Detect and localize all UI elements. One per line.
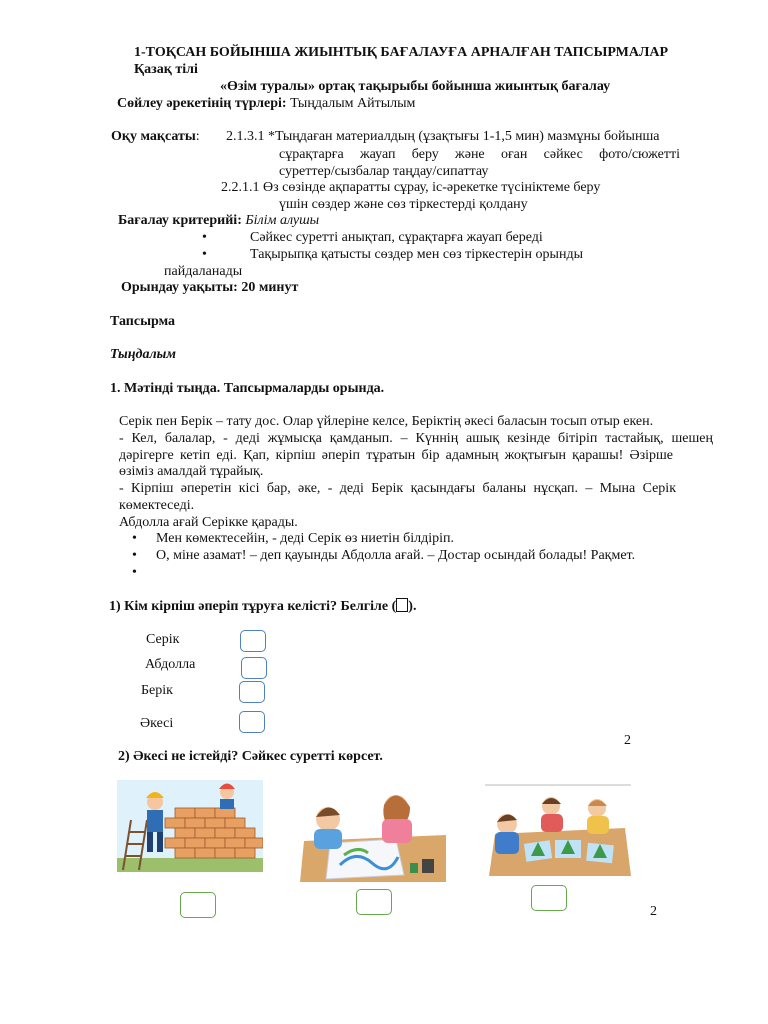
speech-types-label: Сөйлеу әрекетінің түрлері: [117,96,287,111]
story-paragraph-2-line-3: өзіміз амалдай тұрайық. [119,464,264,479]
criteria-bullet-2: • [202,247,207,262]
story-paragraph-4: Абдолла ағай Серікке қарады. [119,515,298,530]
objective-label: Оқу мақсаты [111,129,196,144]
task-heading: Тапсырма [110,314,176,329]
option-label-berik: Берік [141,683,173,698]
story-bullet-2: • [132,548,137,563]
story-bullet-3: • [132,565,137,580]
painting-children-illustration [300,779,446,882]
question-1-score: 2 [624,733,631,748]
story-bullet-item-2: О, міне азамат! – деп қауынды Абдолла ағай. – Достар осындай болады! Рақмет. [156,548,636,563]
objective-1-line-2: сұрақтарға жауап беру және оған сәйкес фото/сюжетті [279,147,680,162]
criteria-item-2-line-2: пайдаланады [164,264,243,279]
crafting-children-picture[interactable] [485,784,631,876]
topic-heading: «Өзім туралы» ортақ тақырыбы бойынша жиынтық бағалау [220,79,611,94]
painting-children-picture[interactable] [300,779,446,882]
story-paragraph-1: Серік пен Берік – тату дос. Олар үйлеріне келсе, Беріктің әкесі баласын тосып отыр екен. [119,414,654,429]
question-2-text: 2) Әкесі не істейді? Сәйкес суретті көрсет. [118,749,383,764]
task-instruction: 1. Мәтінді тыңда. Тапсырмаларды орында. [110,381,385,396]
objective-label-line [111,128,200,145]
criteria-item-1: Сәйкес суретті анықтап, сұрақтарға жауап береді [250,230,543,245]
question-1-close: ). [408,599,417,614]
story-bullet-item-1: Мен көмектесейін, - деді Серік өз ниетін білдіріп. [156,531,454,546]
answer-box-picture-2[interactable] [356,889,392,915]
question-1-text: 1) Кім кірпіш әперіп тұруға келісті? Белгіле ( [109,599,397,614]
objective-colon: : [195,129,200,144]
bricklayers-picture[interactable] [117,780,263,872]
option-label-serik: Серік [146,632,180,647]
subject-label: Қазақ тілі [134,62,198,77]
checkbox-serik[interactable] [240,630,266,652]
criteria-value: Білім алушы [241,213,320,228]
option-label-akesi: Әкесі [140,716,174,731]
story-paragraph-2-line-2: дәрігерге кетіп еді. Қап, кірпіш әперіп тұратын бір адамның жоқтығын қарашы! Әзірше [119,448,673,463]
story-paragraph-2-line-1: - Кел, балалар, - деді жұмысқа қамданып. – Күннің ашық кезінде бітіріп тастайық, шешең [119,431,713,446]
speech-types-value: Тыңдалым Айтылым [286,96,416,111]
checkbox-berik[interactable] [239,681,265,703]
checkbox-symbol-icon [396,598,408,612]
time-line [121,279,298,296]
story-paragraph-3-line-1: - Кірпіш әперетін кісі бар, әке, - деді Берік қасындағы баланы нұсқап. – Мына Серік [119,481,676,496]
checkbox-abdolla[interactable] [241,657,267,679]
bricklayers-illustration [117,780,263,872]
answer-box-picture-1[interactable] [180,892,216,918]
speech-types-line [117,95,415,112]
question-1-line [109,598,416,615]
story-bullet-1: • [132,531,137,546]
objective-2-line-1: 2.2.1.1 Өз сөзінде ақпаратты сұрау, іс-әрекетке түсініктеме беру [221,180,601,195]
question-2-score: 2 [650,904,657,919]
listening-heading: Тыңдалым [110,347,176,362]
objective-2-line-2: үшін сөздер және сөз тіркестерді қолдану [279,197,528,212]
criteria-line [118,212,319,229]
document-title: 1-ТОҚСАН БОЙЫНША ЖИЫНТЫҚ БАҒАЛАУҒА АРНАЛҒАН ТАПСЫРМАЛАР [134,45,669,60]
objective-1-line-3: суреттер/сызбалар таңдау/сипаттау [279,164,489,179]
story-paragraph-3-line-2: көмектеседі. [119,498,195,513]
checkbox-akesi[interactable] [239,711,265,733]
time-value: 20 минут [237,280,299,295]
criteria-label: Бағалау критерийі: [118,213,242,228]
criteria-bullet-1: • [202,230,207,245]
time-label: Орындау уақыты: [121,280,238,295]
objective-1-line-1: 2.1.3.1 *Тыңдаған материалдың (ұзақтығы 1-1,5 мин) мазмұны бойынша [226,129,660,144]
answer-box-picture-3[interactable] [531,885,567,911]
option-label-abdolla: Абдолла [145,657,196,672]
crafting-children-illustration [485,784,631,876]
criteria-item-2-line-1: Тақырыпқа қатысты сөздер мен сөз тіркестерін орынды [250,247,583,262]
